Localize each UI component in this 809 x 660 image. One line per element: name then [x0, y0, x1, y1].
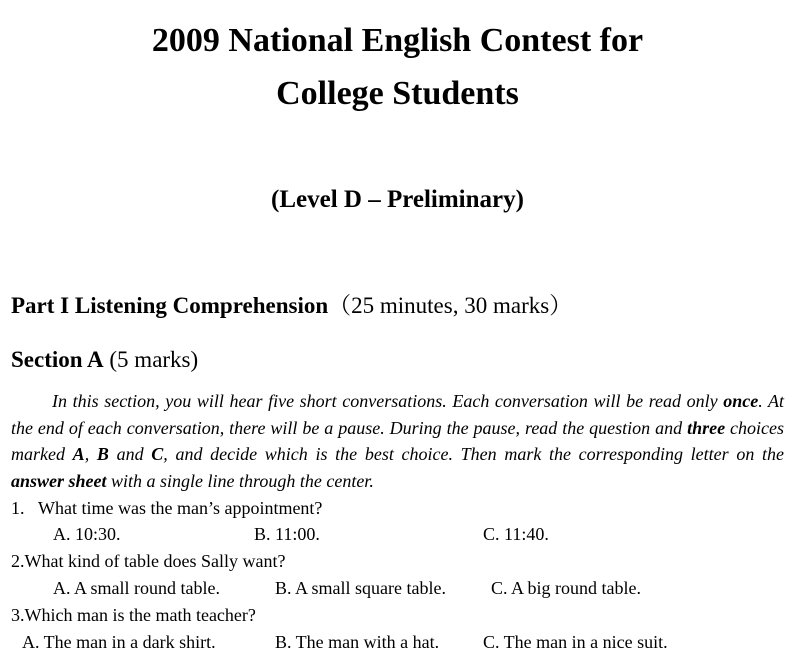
section-instructions	[11, 388, 784, 494]
instructions-text: and	[108, 444, 152, 464]
question-1-option-c: C. 11:40.	[483, 524, 549, 544]
question-3-option-b: B. The man with a hat.	[275, 632, 440, 652]
exam-title-line-1: 2009 National English Contest for	[151, 22, 644, 59]
question-2-option-c: C. A big round table.	[491, 578, 641, 598]
instructions-emphasis: A	[72, 444, 85, 464]
instructions-text: , and decide which is the best choice. Then mark the corresponding letter on the	[163, 444, 785, 464]
question-2-prompt: 2.What kind of table does Sally want?	[11, 551, 286, 571]
instructions-text: with a single line through the center.	[106, 470, 374, 491]
instructions-text: choices marked	[11, 417, 784, 464]
part-name: Part I Listening Comprehension	[11, 293, 329, 318]
instructions-emphasis: answer sheet	[11, 470, 107, 491]
instructions-emphasis: three	[687, 417, 726, 438]
exam-title-line-2: College Students	[276, 75, 519, 112]
instructions-emphasis: B	[96, 444, 109, 464]
instructions-text: In this section, you will hear five short conversations. Each conversation will be read only	[52, 391, 724, 411]
question-1-prompt: 1. What time was the man’s appointment?	[11, 498, 323, 518]
question-3-prompt: 3.Which man is the math teacher?	[11, 605, 256, 625]
question-1-option-a: A. 10:30.	[53, 524, 121, 544]
part-detail: （25 minutes, 30 marks）	[328, 293, 573, 318]
section-name: Section A	[11, 347, 104, 372]
question-2-option-b: B. A small square table.	[275, 578, 446, 598]
instructions-text: ,	[84, 444, 97, 464]
instructions-emphasis: C	[151, 444, 164, 464]
instructions-text: . At the end of each conversation, there will be a pause. During the pause, read the question and	[11, 391, 785, 438]
part-heading	[11, 291, 572, 321]
section-detail: (5 marks)	[103, 347, 199, 372]
section-heading	[11, 345, 198, 375]
instructions-emphasis: once	[723, 391, 759, 411]
question-2-option-a: A. A small round table.	[53, 578, 220, 598]
exam-level-subtitle: (Level D – Preliminary)	[271, 186, 524, 213]
question-1-option-b: B. 11:00.	[254, 524, 320, 544]
question-3-option-a: A. The man in a dark shirt.	[22, 632, 216, 652]
question-3-option-c: C. The man in a nice suit.	[483, 632, 668, 652]
